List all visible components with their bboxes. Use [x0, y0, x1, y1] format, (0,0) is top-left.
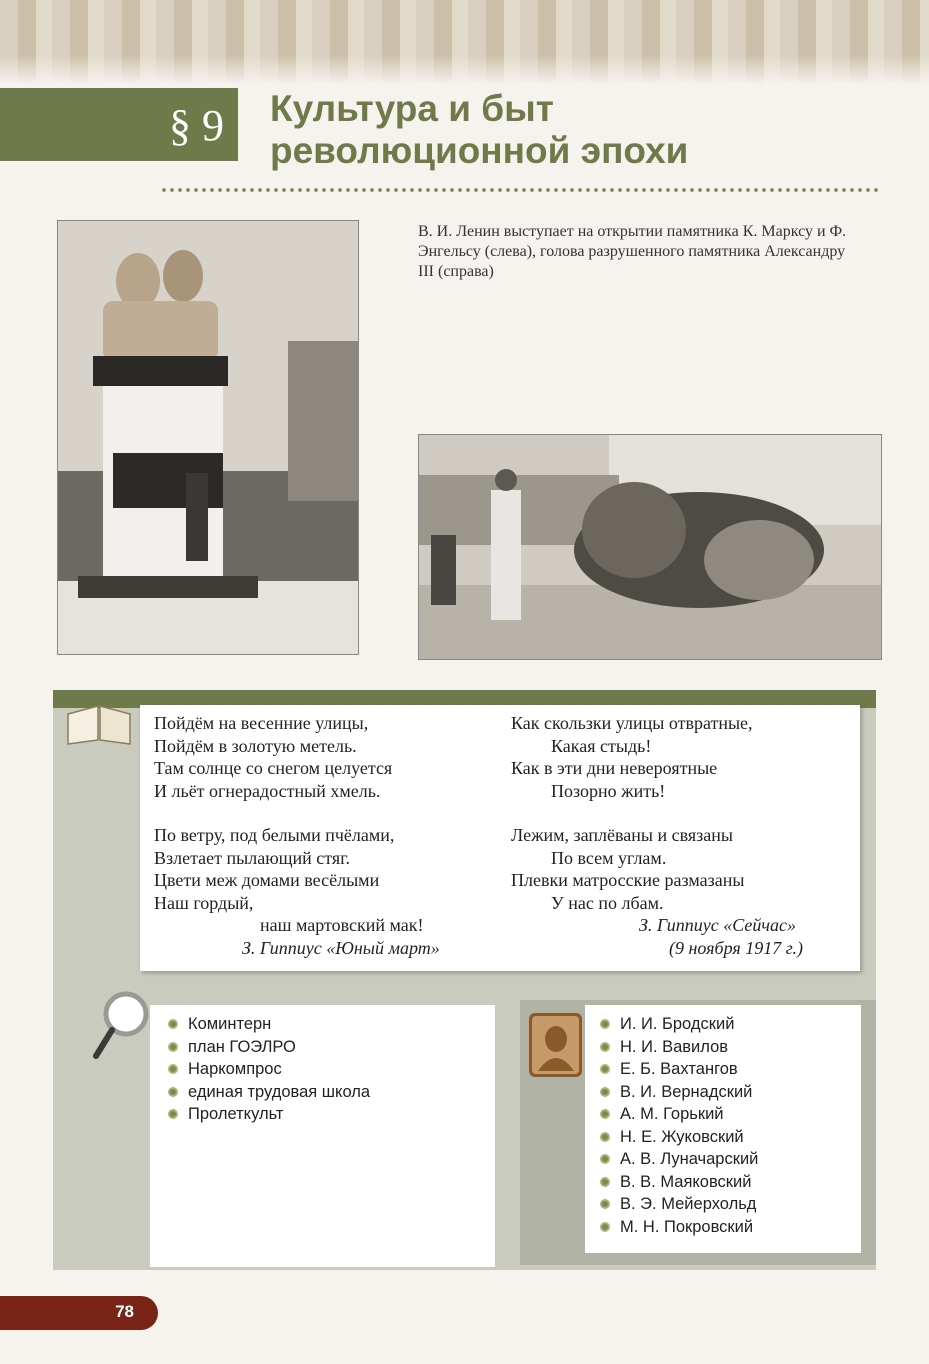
term-label: план ГОЭЛРО [188, 1037, 296, 1056]
dotted-divider [160, 188, 882, 192]
person-item [600, 1036, 758, 1059]
poem-line: У нас по лбам. [551, 892, 664, 913]
person-label: М. Н. Покровский [620, 1217, 754, 1236]
bullet-icon [600, 1132, 610, 1142]
person-item [600, 1216, 758, 1239]
poem-signature: З. Гиппиус «Сейчас» [639, 915, 796, 935]
title-line-1: Культура и быт [270, 88, 554, 129]
poem-date: (9 ноября 1917 г.) [669, 937, 804, 958]
person-item [600, 1058, 758, 1081]
bullet-icon [600, 1222, 610, 1232]
poem-signature: З. Гиппиус «Юный март» [242, 937, 440, 958]
term-item [168, 1058, 370, 1081]
person-label: А. М. Горький [620, 1105, 724, 1123]
bullet-icon [600, 1199, 610, 1209]
term-label: Пролеткульт [188, 1105, 284, 1123]
open-book-icon [64, 700, 134, 746]
term-item [168, 1081, 370, 1104]
person-label: Е. Б. Вахтангов [620, 1060, 738, 1078]
person-item [600, 1081, 758, 1104]
person-label: Н. И. Вавилов [620, 1037, 729, 1056]
poem-line: Там солнце со снегом целуется [154, 758, 393, 778]
term-label: Коминтерн [188, 1015, 272, 1033]
poem-line: По всем углам. [551, 847, 667, 868]
person-silhouette-svg [529, 1013, 582, 1077]
person-label: В. В. Маяковский [620, 1172, 752, 1191]
bullet-icon [168, 1064, 178, 1074]
bullet-icon [168, 1109, 178, 1119]
poem-line: Как в эти дни невероятные [511, 758, 718, 778]
bullet-icon [600, 1042, 610, 1052]
poem-line: И льёт огнерадостный хмель. [154, 780, 381, 801]
poem-line: Какая стыдь! [551, 735, 652, 756]
person-item [600, 1171, 758, 1194]
fallen-head-photo [418, 434, 882, 660]
page-number-tab [0, 1296, 158, 1330]
person-label: А. В. Луначарский [620, 1150, 759, 1168]
page-number: 78 [115, 1302, 134, 1321]
bullet-icon [600, 1177, 610, 1187]
poem-line: Цвети меж домами весёлыми [154, 870, 380, 890]
term-item [168, 1013, 370, 1036]
person-item [600, 1126, 758, 1149]
person-item [600, 1103, 758, 1126]
poem-line: По ветру, под белыми пчёлами, [154, 825, 395, 845]
person-item [600, 1148, 758, 1171]
bullet-icon [600, 1064, 610, 1074]
person-item [600, 1013, 758, 1036]
poem-line: Пойдём на весенние улицы, [154, 713, 369, 733]
poem-right [511, 712, 803, 959]
bullet-icon [600, 1109, 610, 1119]
poem-line: Пойдём в золотую метель. [154, 735, 357, 756]
fallen-head-illustration [419, 435, 881, 659]
poem-line: Как скользки улицы отвратные, [511, 713, 753, 733]
bullet-icon [168, 1042, 178, 1052]
poem-line: Взлетает пылающий стяг. [154, 847, 351, 868]
person-label: В. Э. Мейерхольд [620, 1195, 757, 1213]
poem-line: наш мартовский мак! [260, 915, 424, 935]
monument-illustration [58, 221, 358, 654]
poem-left [154, 712, 440, 959]
poem-line: Лежим, заплёваны и связаны [511, 825, 733, 845]
terms-list [168, 1013, 370, 1126]
bullet-icon [600, 1087, 610, 1097]
decorative-banner [0, 0, 929, 85]
term-item [168, 1036, 370, 1059]
persons-list [600, 1013, 758, 1238]
figure-caption: В. И. Ленин выступает на открытии памятника К. Марксу и Ф. Энгельсу (слева), голова разрушенного памятника Александру III (справа) [418, 223, 847, 280]
bullet-icon [600, 1019, 610, 1029]
paragraph-number-box [0, 88, 238, 161]
poem-line: Плевки матросские размазаны [511, 870, 745, 890]
page-title [270, 88, 688, 172]
magnifier-icon [92, 990, 154, 1060]
monument-photo [57, 220, 359, 655]
poem-line: Позорно жить! [551, 780, 666, 801]
person-label: Н. Е. Жуковский [620, 1127, 744, 1146]
term-item [168, 1103, 370, 1126]
term-label: Наркомпрос [188, 1060, 282, 1078]
term-label: единая трудовая школа [188, 1082, 371, 1101]
bullet-icon [168, 1087, 178, 1097]
bullet-icon [168, 1019, 178, 1029]
title-line-2: революционной эпохи [270, 130, 689, 171]
bullet-icon [600, 1154, 610, 1164]
paragraph-number: § 9 [169, 101, 224, 150]
person-item [600, 1193, 758, 1216]
person-label: В. И. Вернадский [620, 1082, 753, 1101]
person-silhouette-icon [529, 1013, 582, 1077]
poem-line: Наш гордый, [154, 892, 254, 913]
person-label: И. И. Бродский [620, 1015, 735, 1033]
